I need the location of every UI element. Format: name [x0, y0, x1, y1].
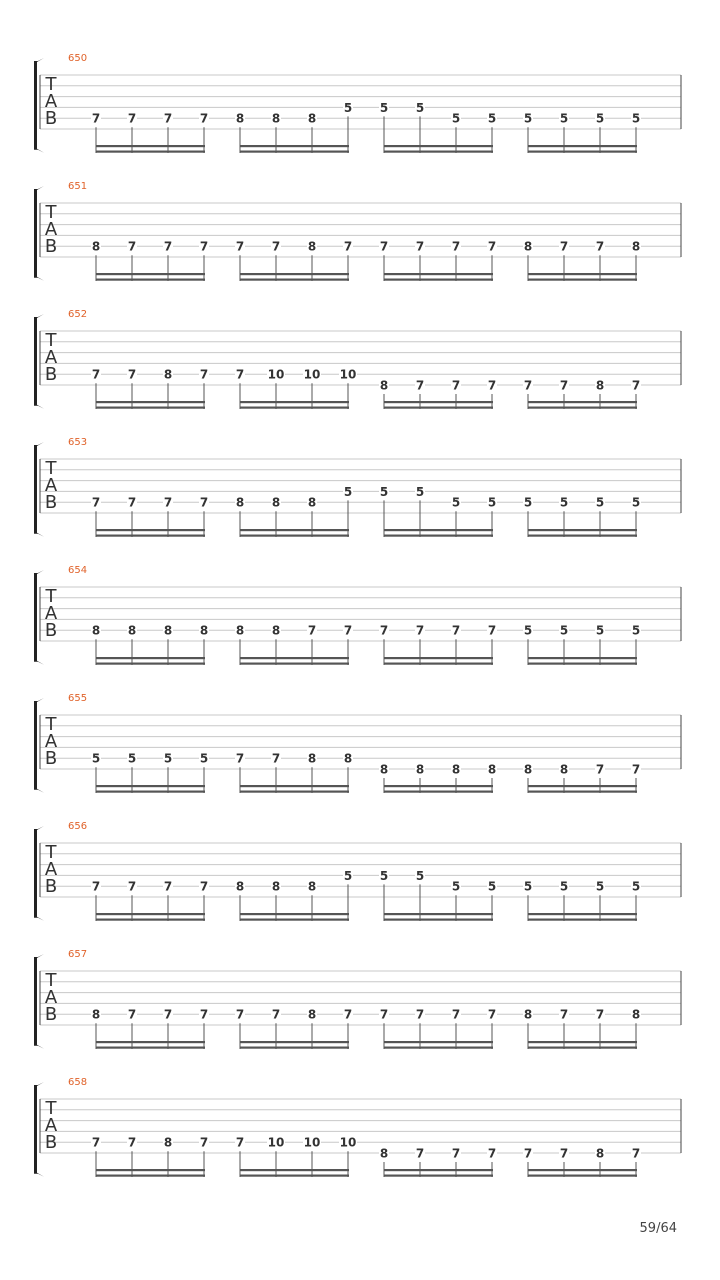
- fret-number: 8: [379, 378, 389, 393]
- beam: [96, 1047, 205, 1049]
- beam: [528, 785, 637, 787]
- tab-clef-letter: B: [44, 492, 58, 513]
- fret-number: 8: [235, 879, 245, 894]
- beam: [384, 535, 493, 537]
- tab-clef-letter: A: [44, 347, 58, 368]
- beam: [384, 151, 493, 153]
- beam: [240, 657, 349, 659]
- beam: [96, 145, 205, 147]
- tab-clef-letter: A: [44, 859, 58, 880]
- system-bracket: [34, 570, 44, 665]
- fret-number: 5: [487, 111, 497, 126]
- fret-number: 7: [415, 1146, 425, 1161]
- fret-number: 5: [199, 751, 209, 766]
- fret-number: 7: [559, 1146, 569, 1161]
- fret-number: 5: [595, 111, 605, 126]
- fret-number: 7: [199, 239, 209, 254]
- beam: [384, 913, 493, 915]
- fret-number: 5: [91, 751, 101, 766]
- fret-number: 7: [487, 1007, 497, 1022]
- measure-number: 654: [68, 565, 88, 576]
- fret-number: 7: [451, 623, 461, 638]
- measure-number: 656: [68, 821, 88, 832]
- fret-number: 7: [415, 239, 425, 254]
- system-bracket: [34, 58, 44, 153]
- fret-number: 7: [379, 623, 389, 638]
- fret-number: 7: [91, 1135, 101, 1150]
- beam: [384, 791, 493, 793]
- fret-number: 10: [339, 1135, 357, 1150]
- measure-number: 653: [68, 437, 88, 448]
- fret-number: 5: [451, 879, 461, 894]
- fret-number: 7: [415, 1007, 425, 1022]
- tab-clef-letter: B: [44, 108, 58, 129]
- fret-number: 8: [91, 239, 101, 254]
- fret-number: 7: [271, 751, 281, 766]
- fret-number: 5: [379, 868, 389, 883]
- beam: [384, 273, 493, 275]
- measure-number: 651: [68, 181, 88, 192]
- fret-number: 8: [199, 623, 209, 638]
- fret-number: 5: [379, 100, 389, 115]
- fret-number: 7: [631, 762, 641, 777]
- fret-number: 7: [451, 1146, 461, 1161]
- fret-number: 7: [235, 367, 245, 382]
- fret-number: 7: [127, 239, 137, 254]
- fret-number: 8: [379, 762, 389, 777]
- fret-number: 8: [523, 762, 533, 777]
- beam: [384, 145, 493, 147]
- fret-number: 8: [307, 879, 317, 894]
- fret-number: 8: [307, 111, 317, 126]
- fret-number: 7: [487, 623, 497, 638]
- beam: [240, 401, 349, 403]
- fret-number: 5: [127, 751, 137, 766]
- fret-number: 7: [559, 239, 569, 254]
- fret-number: 8: [307, 751, 317, 766]
- fret-number: 7: [559, 1007, 569, 1022]
- fret-number: 8: [487, 762, 497, 777]
- beam: [384, 919, 493, 921]
- fret-number: 5: [343, 100, 353, 115]
- fret-number: 7: [487, 239, 497, 254]
- fret-number: 8: [235, 495, 245, 510]
- fret-number: 8: [271, 111, 281, 126]
- tab-clef-letter: B: [44, 620, 58, 641]
- tab-clef-letter: B: [44, 876, 58, 897]
- measure-number: 657: [68, 949, 88, 960]
- fret-number: 7: [343, 623, 353, 638]
- fret-number: 7: [199, 1135, 209, 1150]
- fret-number: 7: [595, 239, 605, 254]
- tab-clef-letter: T: [45, 458, 57, 479]
- tab-clef-letter: A: [44, 987, 58, 1008]
- fret-number: 5: [631, 495, 641, 510]
- fret-number: 7: [127, 367, 137, 382]
- fret-number: 7: [451, 1007, 461, 1022]
- fret-number: 7: [343, 1007, 353, 1022]
- fret-number: 5: [451, 495, 461, 510]
- beam: [528, 1175, 637, 1177]
- beam: [96, 535, 205, 537]
- beam: [384, 663, 493, 665]
- fret-number: 8: [595, 1146, 605, 1161]
- fret-number: 5: [487, 495, 497, 510]
- fret-number: 7: [199, 1007, 209, 1022]
- tab-clef-letter: T: [45, 74, 57, 95]
- tab-system: [34, 181, 681, 281]
- tab-clef-letter: A: [44, 475, 58, 496]
- beam: [384, 401, 493, 403]
- fret-number: 7: [451, 239, 461, 254]
- fret-number: 5: [595, 495, 605, 510]
- system-bracket: [34, 442, 44, 537]
- fret-number: 7: [91, 367, 101, 382]
- fret-number: 8: [595, 378, 605, 393]
- fret-number: 10: [303, 1135, 321, 1150]
- beam: [96, 657, 205, 659]
- fret-number: 7: [631, 378, 641, 393]
- fret-number: 7: [199, 495, 209, 510]
- fret-number: 7: [523, 1146, 533, 1161]
- fret-number: 8: [127, 623, 137, 638]
- tab-clef-letter: T: [45, 586, 57, 607]
- fret-number: 5: [343, 484, 353, 499]
- fret-number: 7: [127, 1007, 137, 1022]
- fret-number: 5: [559, 495, 569, 510]
- fret-number: 8: [631, 239, 641, 254]
- fret-number: 8: [91, 623, 101, 638]
- fret-number: 5: [451, 111, 461, 126]
- tab-system: [34, 437, 681, 537]
- beam: [240, 919, 349, 921]
- fret-number: 7: [379, 239, 389, 254]
- beam: [240, 1047, 349, 1049]
- fret-number: 5: [559, 879, 569, 894]
- system-bracket: [34, 954, 44, 1049]
- beam: [96, 401, 205, 403]
- fret-number: 5: [415, 868, 425, 883]
- fret-number: 7: [307, 623, 317, 638]
- beam: [96, 151, 205, 153]
- beam: [528, 919, 637, 921]
- fret-number: 7: [91, 879, 101, 894]
- fret-number: 10: [267, 367, 285, 382]
- fret-number: 8: [415, 762, 425, 777]
- fret-number: 5: [595, 623, 605, 638]
- fret-number: 5: [523, 111, 533, 126]
- fret-number: 8: [307, 495, 317, 510]
- fret-number: 8: [235, 111, 245, 126]
- beam: [384, 279, 493, 281]
- beam: [96, 279, 205, 281]
- fret-number: 5: [559, 111, 569, 126]
- beam: [528, 535, 637, 537]
- system-bracket: [34, 698, 44, 793]
- fret-number: 7: [127, 111, 137, 126]
- fret-number: 7: [127, 1135, 137, 1150]
- measure-number: 658: [68, 1077, 88, 1088]
- beam: [528, 145, 637, 147]
- fret-number: 7: [127, 495, 137, 510]
- measure-number: 652: [68, 309, 88, 320]
- fret-number: 7: [199, 367, 209, 382]
- beam: [528, 1169, 637, 1171]
- tab-system: [34, 821, 681, 921]
- tab-system: [34, 53, 681, 153]
- tab-clef-letter: B: [44, 236, 58, 257]
- tab-clef-letter: A: [44, 731, 58, 752]
- tab-clef-letter: T: [45, 714, 57, 735]
- tab-clef-letter: B: [44, 1004, 58, 1025]
- fret-number: 8: [271, 495, 281, 510]
- measure-number: 650: [68, 53, 88, 64]
- beam: [384, 1041, 493, 1043]
- system-bracket: [34, 1082, 44, 1177]
- beam: [384, 529, 493, 531]
- beam: [96, 1041, 205, 1043]
- system-bracket: [34, 826, 44, 921]
- fret-number: 7: [379, 1007, 389, 1022]
- fret-number: 8: [559, 762, 569, 777]
- beam: [528, 1047, 637, 1049]
- fret-number: 8: [343, 751, 353, 766]
- fret-number: 5: [631, 623, 641, 638]
- fret-number: 7: [415, 378, 425, 393]
- beam: [96, 913, 205, 915]
- fret-number: 8: [631, 1007, 641, 1022]
- fret-number: 7: [163, 1007, 173, 1022]
- beam: [528, 663, 637, 665]
- fret-number: 5: [523, 495, 533, 510]
- fret-number: 8: [163, 623, 173, 638]
- fret-number: 7: [91, 111, 101, 126]
- fret-number: 8: [91, 1007, 101, 1022]
- fret-number: 5: [163, 751, 173, 766]
- fret-number: 7: [91, 495, 101, 510]
- fret-number: 7: [235, 1007, 245, 1022]
- fret-number: 10: [267, 1135, 285, 1150]
- tab-clef-letter: B: [44, 364, 58, 385]
- fret-number: 7: [199, 111, 209, 126]
- beam: [528, 791, 637, 793]
- system-bracket: [34, 314, 44, 409]
- beam: [528, 273, 637, 275]
- beam: [384, 1047, 493, 1049]
- fret-number: 5: [631, 879, 641, 894]
- fret-number: 5: [631, 111, 641, 126]
- tab-clef-letter: T: [45, 330, 57, 351]
- fret-number: 8: [523, 239, 533, 254]
- fret-number: 10: [303, 367, 321, 382]
- beam: [384, 407, 493, 409]
- fret-number: 5: [523, 623, 533, 638]
- beam: [240, 1041, 349, 1043]
- fret-number: 8: [271, 623, 281, 638]
- fret-number: 5: [415, 100, 425, 115]
- beam: [240, 785, 349, 787]
- fret-number: 10: [339, 367, 357, 382]
- fret-number: 7: [595, 1007, 605, 1022]
- fret-number: 5: [379, 484, 389, 499]
- fret-number: 7: [487, 1146, 497, 1161]
- fret-number: 7: [163, 495, 173, 510]
- fret-number: 8: [451, 762, 461, 777]
- beam: [96, 785, 205, 787]
- beam: [240, 529, 349, 531]
- beam: [240, 279, 349, 281]
- fret-number: 7: [595, 762, 605, 777]
- beam: [240, 913, 349, 915]
- fret-number: 8: [163, 1135, 173, 1150]
- fret-number: 8: [307, 1007, 317, 1022]
- fret-number: 8: [379, 1146, 389, 1161]
- tab-clef-letter: B: [44, 748, 58, 769]
- beam: [240, 145, 349, 147]
- fret-number: 5: [523, 879, 533, 894]
- fret-number: 7: [451, 378, 461, 393]
- beam: [240, 273, 349, 275]
- tab-clef-letter: A: [44, 219, 58, 240]
- fret-number: 8: [163, 367, 173, 382]
- beam: [384, 1175, 493, 1177]
- tab-clef-letter: A: [44, 1115, 58, 1136]
- tab-clef-letter: A: [44, 603, 58, 624]
- fret-number: 5: [415, 484, 425, 499]
- fret-number: 7: [631, 1146, 641, 1161]
- beam: [240, 1169, 349, 1171]
- beam: [528, 1041, 637, 1043]
- tab-clef-letter: A: [44, 91, 58, 112]
- beam: [384, 657, 493, 659]
- page-number: 59/64: [639, 1221, 677, 1236]
- tab-system: [34, 565, 681, 665]
- fret-number: 7: [235, 1135, 245, 1150]
- beam: [528, 913, 637, 915]
- system-bracket: [34, 186, 44, 281]
- fret-number: 5: [595, 879, 605, 894]
- beam: [96, 1169, 205, 1171]
- tab-system: [34, 693, 681, 793]
- tab-system: [34, 309, 681, 409]
- beam: [240, 663, 349, 665]
- tab-clef-letter: T: [45, 970, 57, 991]
- beam: [96, 407, 205, 409]
- beam: [528, 151, 637, 153]
- beam: [96, 919, 205, 921]
- fret-number: 7: [163, 239, 173, 254]
- fret-number: 7: [487, 378, 497, 393]
- fret-number: 8: [235, 623, 245, 638]
- fret-number: 8: [307, 239, 317, 254]
- fret-number: 8: [271, 879, 281, 894]
- beam: [96, 663, 205, 665]
- tab-clef-letter: B: [44, 1132, 58, 1153]
- beam: [384, 785, 493, 787]
- beam: [528, 407, 637, 409]
- beam: [384, 1169, 493, 1171]
- fret-number: 7: [271, 239, 281, 254]
- beam: [240, 151, 349, 153]
- beam: [528, 657, 637, 659]
- beam: [96, 1175, 205, 1177]
- fret-number: 7: [235, 239, 245, 254]
- fret-number: 7: [343, 239, 353, 254]
- fret-number: 7: [271, 1007, 281, 1022]
- fret-number: 8: [523, 1007, 533, 1022]
- fret-number: 7: [199, 879, 209, 894]
- tab-clef-letter: T: [45, 1098, 57, 1119]
- beam: [240, 535, 349, 537]
- measure-number: 655: [68, 693, 88, 704]
- fret-number: 7: [523, 378, 533, 393]
- fret-number: 5: [343, 868, 353, 883]
- beam: [96, 273, 205, 275]
- beam: [96, 791, 205, 793]
- fret-number: 7: [559, 378, 569, 393]
- tab-system: [34, 949, 681, 1049]
- fret-number: 7: [163, 111, 173, 126]
- tab-clef-letter: T: [45, 202, 57, 223]
- beam: [240, 407, 349, 409]
- tab-system: [34, 1077, 681, 1177]
- tab-clef-letter: T: [45, 842, 57, 863]
- beam: [96, 529, 205, 531]
- fret-number: 7: [127, 879, 137, 894]
- fret-number: 5: [559, 623, 569, 638]
- fret-number: 7: [163, 879, 173, 894]
- beam: [528, 401, 637, 403]
- beam: [240, 1175, 349, 1177]
- beam: [240, 791, 349, 793]
- fret-number: 7: [235, 751, 245, 766]
- beam: [528, 529, 637, 531]
- fret-number: 5: [487, 879, 497, 894]
- beam: [528, 279, 637, 281]
- fret-number: 7: [415, 623, 425, 638]
